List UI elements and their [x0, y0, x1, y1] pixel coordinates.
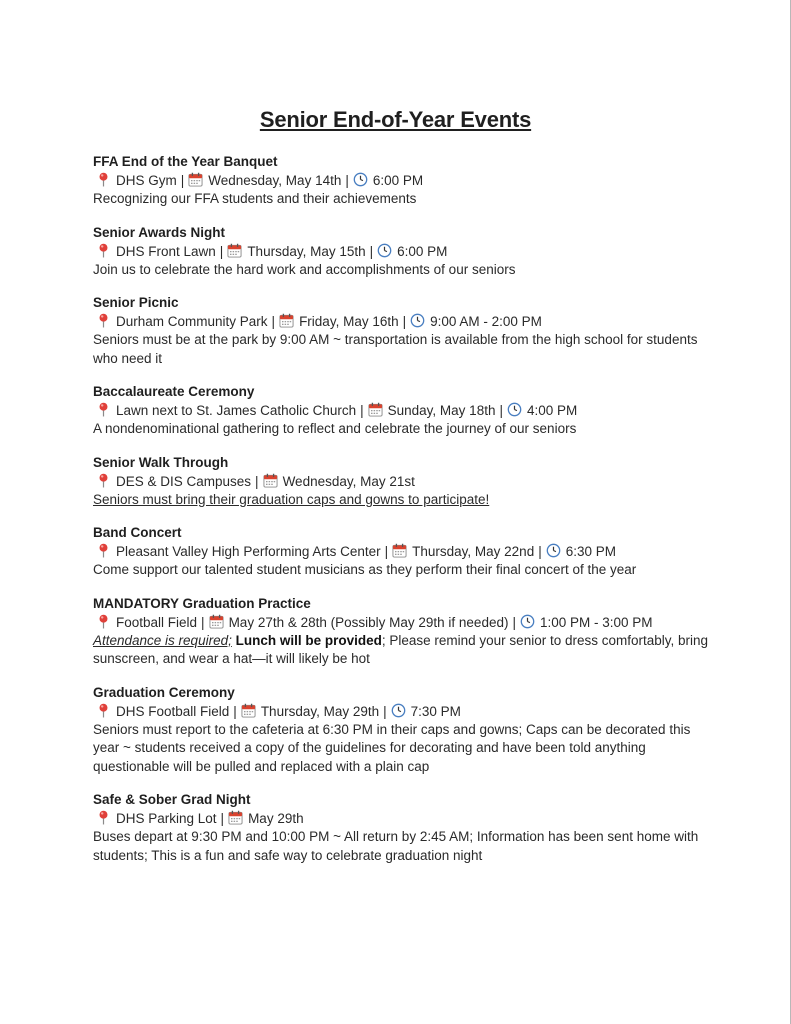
event-description: Seniors must be at the park by 9:00 AM ~ transportation is available from the high school for students who need it — [93, 332, 698, 366]
clock-icon — [410, 313, 425, 328]
separator: | — [512, 614, 516, 630]
event-time: 7:30 PM — [410, 703, 461, 719]
calendar-icon — [228, 810, 243, 825]
event-details — [93, 171, 713, 190]
event-baccalaureate — [93, 382, 713, 439]
event-walk-through — [93, 453, 713, 510]
event-description: Recognizing our FFA students and their achievements — [93, 191, 417, 206]
calendar-icon — [227, 243, 242, 258]
event-ffa-banquet — [93, 152, 713, 209]
lunch-provided-note: Lunch will be provided — [235, 632, 382, 648]
event-date: Wednesday, May 21st — [282, 473, 415, 489]
event-title: FFA End of the Year Banquet — [93, 154, 278, 169]
round-pushpin-icon — [97, 614, 110, 629]
event-location: DHS Football Field — [116, 703, 230, 719]
separator: | — [402, 314, 407, 329]
separator: | — [499, 403, 503, 418]
event-location: DHS Front Lawn — [116, 243, 216, 259]
attendance-required-note: Attendance is required; — [93, 632, 232, 648]
event-time: 4:00 PM — [526, 403, 578, 418]
event-description: Buses depart at 9:30 PM and 10:00 PM ~ All return by 2:45 AM; Information has been sent home with students; This is a fun and safe way to celebrate graduation night — [93, 829, 699, 863]
event-description: Seniors must bring their graduation caps and gowns to participate! — [93, 491, 490, 507]
separator: | — [360, 403, 364, 418]
calendar-icon — [368, 402, 383, 417]
round-pushpin-icon — [97, 172, 110, 187]
event-title: Senior Walk Through — [93, 454, 229, 470]
event-details — [93, 542, 713, 561]
page-title: Senior End-of-Year Events — [259, 107, 532, 132]
event-time: 1:00 PM - 3:00 PM — [539, 614, 653, 630]
event-details — [93, 809, 713, 828]
calendar-icon — [209, 614, 224, 629]
event-title: Graduation Ceremony — [93, 684, 235, 700]
event-grad-night — [93, 790, 713, 865]
event-title: Senior Awards Night — [93, 224, 226, 240]
event-date: Sunday, May 18th — [387, 403, 496, 418]
event-description: Come support our talented student musicians as they perform their final concert of the year — [93, 562, 637, 577]
event-title: Band Concert — [93, 525, 182, 540]
round-pushpin-icon — [97, 473, 110, 488]
event-description-rest: ; Please remind your senior to dress comfortably, bring sunscreen, and wear a hat—it will likely be hot — [93, 632, 709, 666]
event-band-concert — [93, 523, 713, 580]
event-list — [93, 152, 713, 879]
round-pushpin-icon — [97, 810, 110, 825]
event-location: DHS Parking Lot — [116, 811, 217, 826]
event-senior-picnic — [93, 293, 713, 368]
event-date: May 29th — [248, 811, 304, 826]
event-date: Thursday, May 29th — [260, 703, 380, 719]
event-details — [93, 702, 713, 721]
separator: | — [538, 544, 542, 559]
event-time: 6:00 PM — [372, 173, 424, 188]
clock-icon — [520, 614, 535, 629]
event-title: Baccalaureate Ceremony — [93, 384, 255, 399]
calendar-icon — [188, 172, 203, 187]
event-location: Football Field — [116, 614, 198, 630]
event-date: Wednesday, May 14th — [208, 173, 342, 188]
event-details — [93, 472, 713, 491]
event-date: Friday, May 16th — [299, 314, 399, 329]
event-description — [93, 632, 713, 669]
calendar-icon — [241, 703, 256, 718]
event-awards-night — [93, 223, 713, 280]
calendar-icon — [279, 313, 294, 328]
event-details — [93, 401, 713, 420]
event-title: Senior Picnic — [93, 295, 179, 310]
separator: | — [180, 173, 185, 188]
separator: | — [345, 173, 349, 188]
event-time: 6:00 PM — [397, 243, 448, 259]
event-description: A nondenominational gathering to reflect and celebrate the journey of our seniors — [93, 421, 577, 436]
event-graduation-ceremony — [93, 683, 713, 777]
separator: | — [271, 314, 276, 329]
event-location: Pleasant Valley High Performing Arts Center — [116, 544, 381, 559]
separator: | — [233, 703, 237, 719]
event-date: Thursday, May 22nd — [412, 544, 535, 559]
event-location: Lawn next to St. James Catholic Church — [116, 403, 357, 418]
event-date: Thursday, May 15th — [247, 243, 366, 259]
event-description: Join us to celebrate the hard work and accomplishments of our seniors — [93, 261, 516, 277]
event-details — [93, 242, 713, 261]
round-pushpin-icon — [97, 543, 110, 558]
separator: | — [384, 544, 389, 559]
event-time: 6:30 PM — [565, 544, 616, 559]
event-graduation-practice — [93, 594, 713, 669]
separator: | — [219, 243, 224, 259]
separator: | — [255, 473, 259, 489]
clock-icon — [377, 243, 392, 258]
event-location: DES & DIS Campuses — [116, 473, 252, 489]
clock-icon — [391, 703, 406, 718]
event-date: May 27th & 28th (Possibly May 29th if needed) — [228, 614, 509, 630]
event-details — [93, 312, 713, 331]
round-pushpin-icon — [97, 402, 110, 417]
event-title: Safe & Sober Grad Night — [93, 792, 251, 807]
clock-icon — [546, 543, 561, 558]
round-pushpin-icon — [97, 703, 110, 718]
calendar-icon — [392, 543, 407, 558]
event-title: MANDATORY Graduation Practice — [93, 595, 311, 611]
calendar-icon — [263, 473, 278, 488]
event-time: 9:00 AM - 2:00 PM — [430, 314, 542, 329]
clock-icon — [507, 402, 522, 417]
event-details — [93, 613, 713, 632]
separator: | — [201, 614, 205, 630]
separator: | — [383, 703, 387, 719]
event-description: Seniors must report to the cafeteria at 6:30 PM in their caps and gowns; Caps can be decorated this year ~ students received a copy of the guidelines for decorating and have been told anything questionable will be pulled and replaced with a plain cap — [93, 721, 691, 774]
separator: | — [220, 811, 225, 826]
separator: | — [369, 243, 374, 259]
round-pushpin-icon — [97, 313, 110, 328]
clock-icon — [353, 172, 368, 187]
event-location: DHS Gym — [116, 173, 177, 188]
event-location: Durham Community Park — [116, 314, 268, 329]
round-pushpin-icon — [97, 243, 110, 258]
